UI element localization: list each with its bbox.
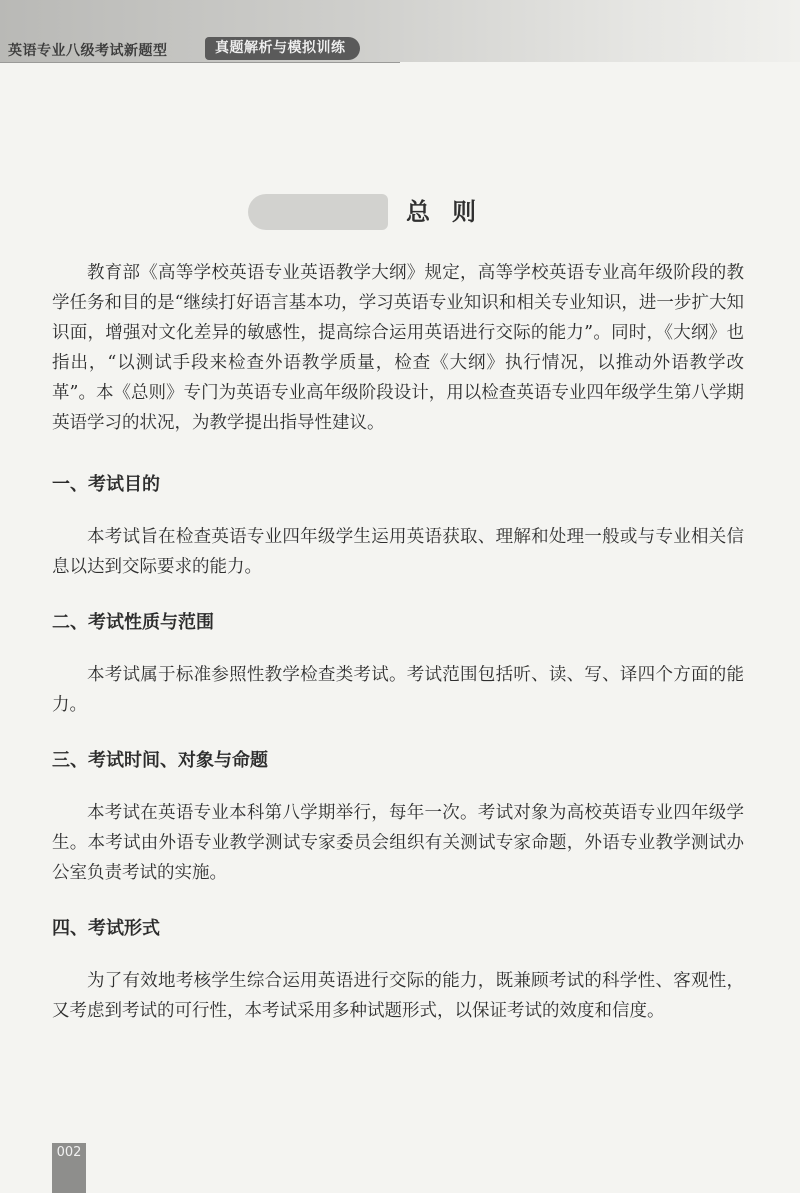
section-heading-nature-scope: 二、考试性质与范围 bbox=[52, 612, 214, 633]
header-series-title: 英语专业八级考试新题型 bbox=[8, 43, 168, 59]
page-number: 002 bbox=[56, 1145, 82, 1160]
document-body bbox=[52, 258, 744, 1026]
section-heading-time-target: 三、考试时间、对象与命题 bbox=[52, 750, 268, 771]
section-heading-format: 四、考试形式 bbox=[52, 918, 160, 939]
intro-paragraph: 教育部《高等学校英语专业英语教学大纲》规定，高等学校英语专业高年级阶段的教学任务和目的是“继续打好语言基本功，学习英语专业知识和相关专业知识，进一步扩大知识面，增强对文化差异的敏感性，提高综合运用英语进行交际的能力”。同时，《大纲》也指出，“以测试手段来检查外语教学质量，检查《大纲》执行情况，以推动外语教学改革”。本《总则》专门为英语专业高年级阶段设计，用以检查英语专业四年级学生第八学期英语学习的状况，为教学提出指导性建议。 bbox=[52, 263, 744, 433]
section-text-nature-scope: 本考试属于标准参照性教学检查类考试。考试范围包括听、读、写、译四个方面的能力。 bbox=[52, 665, 744, 715]
section-heading-purpose: 一、考试目的 bbox=[52, 474, 160, 495]
section-text-format: 为了有效地考核学生综合运用英语进行交际的能力，既兼顾考试的科学性、客观性，又考虑到考试的可行性，本考试采用多种试题形式，以保证考试的效度和信度。 bbox=[52, 971, 744, 1021]
title-decoration bbox=[248, 194, 388, 230]
header-divider bbox=[0, 62, 400, 63]
section-text-purpose: 本考试旨在检查英语专业四年级学生运用英语获取、理解和处理一般或与专业相关信息以达到交际要求的能力。 bbox=[52, 527, 744, 577]
page-number-tab bbox=[52, 1143, 86, 1193]
title-block bbox=[248, 190, 548, 234]
section-text-time-target: 本考试在英语专业本科第八学期举行，每年一次。考试对象为高校英语专业四年级学生。本考试由外语专业教学测试专家委员会组织有关测试专家命题，外语专业教学测试办公室负责考试的实施。 bbox=[52, 803, 744, 883]
page-title: 总则 bbox=[406, 198, 498, 226]
header-subtitle-pill: 真题解析与模拟训练 bbox=[205, 37, 360, 60]
